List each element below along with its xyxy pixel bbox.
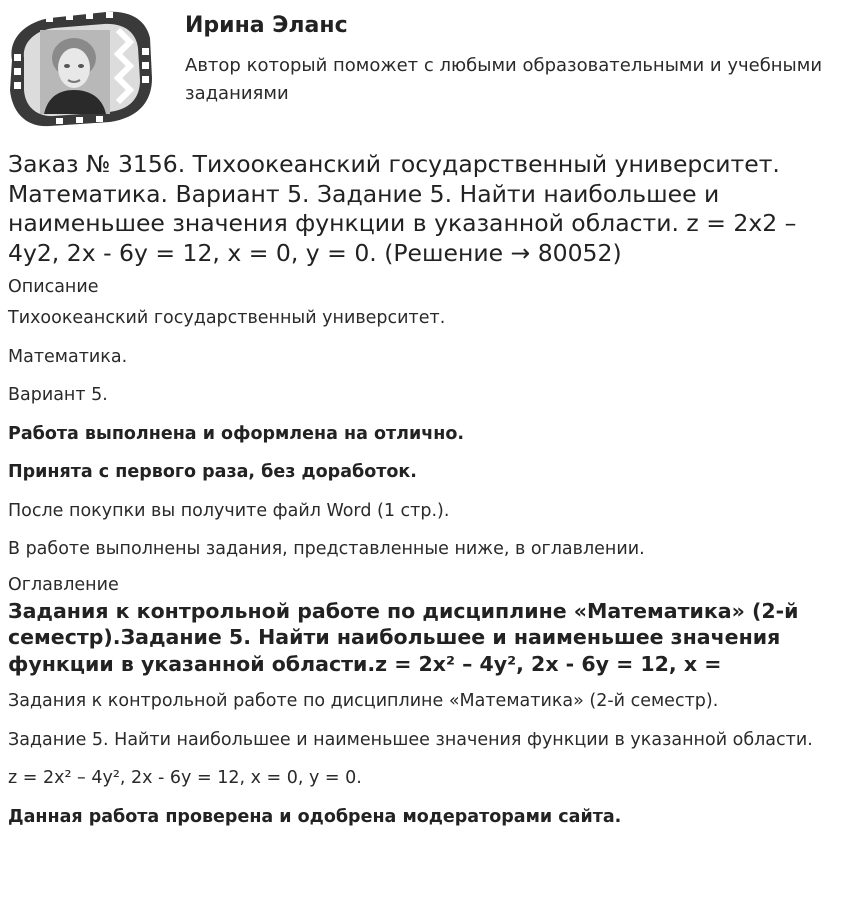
description-paragraph: Вариант 5. xyxy=(8,385,108,405)
moderation-note: Данная работа проверена и одобрена модераторами сайта. xyxy=(8,806,622,827)
toc-label: Оглавление xyxy=(8,574,119,595)
order-title: Заказ № 3156. Тихоокеанский государственный университет. Математика. Вариант 5. Задание 5. Найти наибольшее и наименьшее значения функции в указанной области. z = 2x2 – 4y2, 2x - 6y = 12, x = 0, y = 0. (Решение → 80052) xyxy=(8,150,797,267)
description-paragraph: Тихоокеанский государственный университет. xyxy=(8,308,446,328)
description-paragraph-bold: Принята с первого раза, без доработок. xyxy=(8,462,417,482)
description-paragraph: В работе выполнены задания, представленные ниже, в оглавлении. xyxy=(8,539,645,559)
description-label: Описание xyxy=(8,277,99,297)
toc-paragraph: z = 2x² – 4y², 2x - 6y = 12, x = 0, y = 0. xyxy=(8,768,362,788)
description-paragraph-bold: Работа выполнена и оформлена на отлично. xyxy=(8,423,464,444)
author-name[interactable]: Ирина Эланс xyxy=(185,13,348,38)
toc-heading: Задания к контрольной работе по дисциплине «Математика» (2-й семестр).Задание 5. Найти наибольшее и наименьшее значения функции в указанной области.z = 2x² – 4y², 2x - 6y = 12, x = xyxy=(8,598,799,676)
author-card xyxy=(0,0,847,140)
portrait-icon xyxy=(40,30,110,114)
content xyxy=(8,276,838,841)
author-avatar[interactable] xyxy=(6,8,154,128)
toc-paragraph: Задания к контрольной работе по дисциплине «Математика» (2-й семестр). xyxy=(8,691,719,711)
description-paragraph: После покупки вы получите файл Word (1 стр.). xyxy=(8,500,450,521)
description-paragraph: Математика. xyxy=(8,346,128,367)
author-description: Автор который поможет с любыми образовательными и учебными заданиями xyxy=(185,55,823,104)
toc-paragraph: Задание 5. Найти наибольшее и наименьшее значения функции в указанной области. xyxy=(8,729,813,750)
